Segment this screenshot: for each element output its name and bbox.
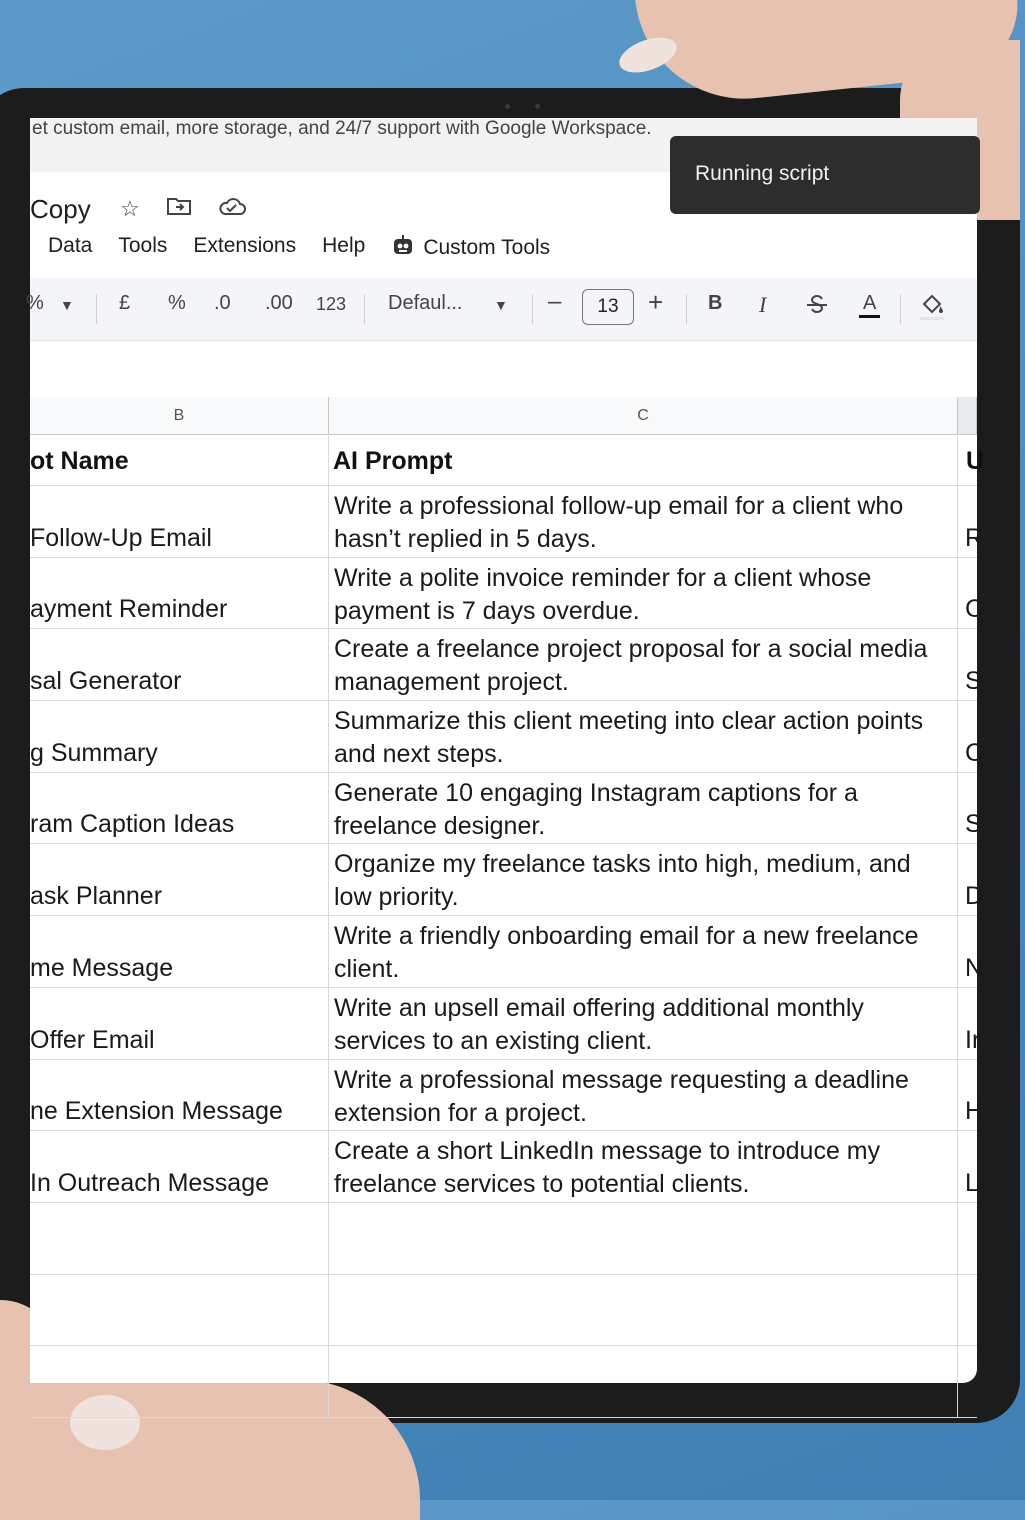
cell-prompt-name[interactable] (30, 1060, 329, 1131)
prompt-name-text: ask Planner (30, 882, 163, 911)
cell-ai-prompt[interactable] (329, 844, 958, 915)
table-row (30, 486, 984, 558)
table-row (30, 773, 982, 845)
empty-cell[interactable] (329, 1275, 958, 1346)
table-row (30, 916, 984, 988)
formula-bar[interactable] (30, 341, 977, 397)
prompt-name-text: In Outreach Message (30, 1168, 270, 1197)
cell-prompt-name[interactable] (30, 558, 329, 629)
ai-prompt-text: Write a friendly onboarding email for a new freelance client. (334, 922, 919, 984)
empty-cell[interactable] (958, 1203, 977, 1274)
camera-dot (505, 104, 510, 109)
banner-text: et custom email, more storage, and 24/7 support with Google Workspace. (32, 118, 652, 139)
cell-prompt-name[interactable] (30, 988, 329, 1059)
ai-prompt-text: Write a polite invoice reminder for a client whose payment is 7 days overdue. (334, 563, 872, 625)
empty-cell[interactable] (30, 1203, 329, 1274)
empty-row (30, 1203, 977, 1275)
empty-cell[interactable] (958, 1346, 977, 1417)
cell-d[interactable] (958, 988, 981, 1059)
decrease-decimal-button[interactable]: .0 (214, 292, 231, 314)
percent-zoom-partial[interactable]: % (26, 292, 44, 314)
text-color-button[interactable]: A (859, 292, 880, 318)
ai-prompt-text: Generate 10 engaging Instagram captions for a freelance designer. (334, 778, 858, 840)
cell-ai-prompt[interactable] (329, 916, 958, 987)
tablet-screen (26, 118, 985, 1383)
cell-d[interactable] (958, 701, 984, 772)
prompt-name-text: ram Caption Ideas (30, 810, 235, 839)
font-family-select[interactable]: Defaul... (388, 292, 463, 314)
bold-button[interactable]: B (708, 292, 723, 314)
empty-cell[interactable] (958, 1275, 977, 1346)
cell-ai-prompt[interactable] (329, 701, 958, 772)
table-row (30, 1060, 984, 1132)
fill-color-icon[interactable] (918, 292, 946, 328)
column-d-text: N (965, 953, 984, 982)
cell-d[interactable] (958, 773, 982, 844)
table-row (30, 988, 981, 1060)
menu-item-help[interactable]: Help (322, 234, 366, 257)
toolbar-divider (532, 294, 533, 324)
table-row (30, 701, 984, 773)
cell-d[interactable] (958, 916, 984, 987)
currency-format-button[interactable]: £ (119, 292, 131, 314)
menu-item-extensions[interactable]: Extensions (193, 234, 297, 257)
increase-decimal-button[interactable]: .00 (265, 292, 293, 314)
ai-prompt-text: Create a short LinkedIn message to introduce my freelance services to potential clients. (334, 1137, 881, 1199)
prompt-name-text: Follow-Up Email (30, 523, 212, 552)
prompt-name-text: ne Extension Message (30, 1097, 283, 1126)
cell-ai-prompt[interactable] (329, 629, 958, 700)
cell-ai-prompt[interactable] (329, 1131, 958, 1202)
move-to-folder-icon[interactable] (166, 196, 192, 222)
italic-button[interactable]: I (759, 292, 767, 317)
cell-ai-prompt[interactable] (329, 1060, 958, 1131)
cell-prompt-name[interactable] (30, 773, 329, 844)
column-d-text: C (965, 738, 984, 767)
toolbar-divider (96, 294, 97, 324)
toolbar-divider (364, 294, 365, 324)
menu-item-data[interactable]: Data (48, 234, 93, 257)
table-row (30, 844, 984, 916)
column-header-b[interactable]: B (30, 397, 329, 435)
ai-prompt-text: Create a freelance project proposal for a social media management project. (334, 635, 928, 697)
column-d-text: D (965, 882, 984, 911)
menu-item-custom-tools[interactable] (391, 234, 550, 262)
cell-prompt-name[interactable] (30, 916, 329, 987)
column-d-text: S (965, 810, 982, 839)
column-d-text: S (965, 667, 982, 696)
cell-d[interactable] (958, 629, 982, 700)
header-cell-ai-prompt[interactable]: AI Prompt (329, 436, 958, 485)
spreadsheet-grid (30, 436, 985, 1418)
menu-bar (48, 234, 550, 262)
ai-prompt-text: Write a professional follow-up email for a client who hasn’t replied in 5 days. (334, 492, 904, 553)
cell-prompt-name[interactable] (30, 629, 329, 700)
table-row (30, 558, 984, 630)
prompt-name-text: g Summary (30, 738, 158, 767)
cell-prompt-name[interactable] (30, 486, 329, 557)
document-title[interactable]: Copy (30, 194, 91, 224)
robot-icon (391, 234, 415, 262)
empty-row (30, 1275, 977, 1347)
cell-prompt-name[interactable] (30, 1131, 329, 1202)
table-row (30, 629, 982, 701)
ai-prompt-text: Write a professional message requesting a deadline extension for a project. (334, 1065, 909, 1127)
cell-ai-prompt[interactable] (329, 773, 958, 844)
cell-d[interactable] (958, 1060, 984, 1131)
header-cell-prompt-name[interactable]: ot Name (30, 436, 329, 485)
empty-row (30, 1346, 977, 1418)
prompt-name-text: sal Generator (30, 667, 182, 696)
column-d-text: C (965, 595, 984, 624)
cell-prompt-name[interactable] (30, 701, 329, 772)
column-d-text: Ir (965, 1025, 981, 1054)
font-size-decrease-button[interactable]: – (548, 288, 562, 315)
cell-ai-prompt[interactable] (329, 988, 958, 1059)
prompt-name-text: Offer Email (30, 1025, 155, 1054)
running-script-toast: Running script (670, 136, 980, 214)
percent-format-button[interactable]: % (168, 292, 186, 314)
column-header-d[interactable] (958, 397, 977, 435)
empty-cell[interactable] (30, 1346, 329, 1417)
menu-item-tools[interactable]: Tools (118, 234, 168, 257)
cell-d[interactable] (958, 1131, 977, 1202)
cell-ai-prompt[interactable] (329, 486, 958, 557)
star-icon[interactable]: ☆ (120, 196, 140, 221)
column-d-text: L (965, 1168, 979, 1197)
font-size-increase-button[interactable]: + (648, 287, 664, 317)
toolbar (26, 278, 977, 341)
header-cell-d[interactable]: U (966, 447, 985, 475)
table-header-row (30, 436, 985, 486)
toolbar-divider (900, 294, 901, 324)
strikethrough-icon[interactable] (804, 292, 830, 324)
empty-cell[interactable] (329, 1346, 958, 1417)
ai-prompt-text: Organize my freelance tasks into high, medium, and low priority. (334, 850, 911, 912)
cell-prompt-name[interactable] (30, 844, 329, 915)
cell-ai-prompt[interactable] (329, 558, 958, 629)
title-icons (120, 196, 246, 222)
cell-d[interactable] (958, 844, 984, 915)
empty-cell[interactable] (30, 1275, 329, 1346)
cell-d[interactable] (958, 486, 984, 557)
ai-prompt-text: Write an upsell email offering additional monthly services to an existing client. (334, 993, 864, 1055)
cell-d[interactable] (958, 558, 984, 629)
column-d-text: H (965, 1097, 984, 1126)
prompt-name-text: me Message (30, 953, 174, 982)
empty-cell[interactable] (329, 1203, 958, 1274)
chevron-down-icon[interactable]: ▼ (494, 297, 508, 313)
cloud-status-icon[interactable] (218, 196, 246, 222)
font-size-input[interactable]: 13 (582, 289, 634, 325)
camera-dot (535, 104, 540, 109)
column-header-c[interactable]: C (329, 397, 958, 435)
prompt-name-text: ayment Reminder (30, 595, 228, 624)
custom-tools-label: Custom Tools (423, 236, 551, 259)
toolbar-divider (686, 294, 687, 324)
ai-prompt-text: Summarize this client meeting into clear action points and next steps. (334, 707, 924, 769)
column-d-text: R (965, 523, 984, 552)
number-format-button[interactable]: 123 (316, 294, 347, 314)
table-row (30, 1131, 977, 1203)
chevron-down-icon[interactable]: ▼ (60, 297, 74, 313)
